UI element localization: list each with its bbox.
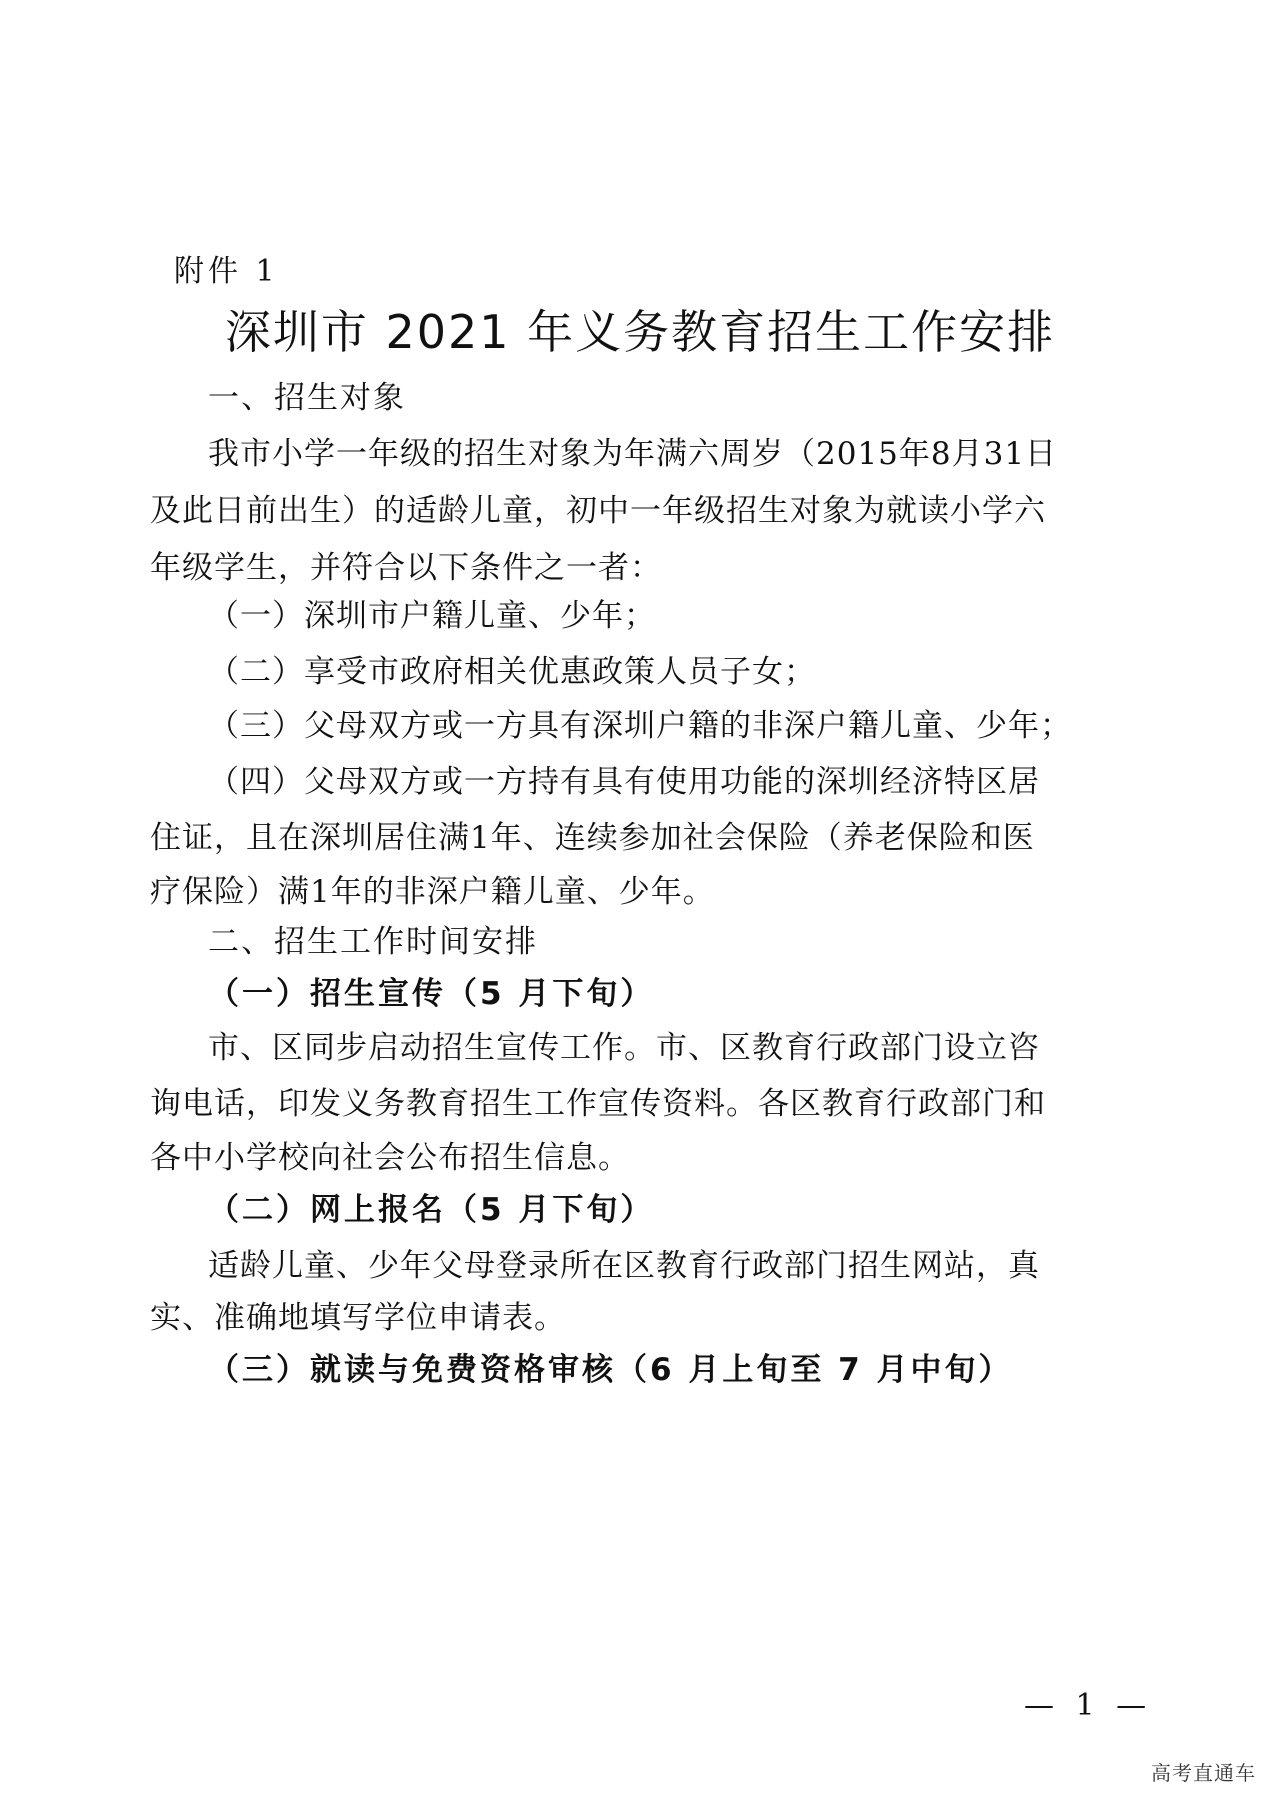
subsection-2-line-2: 实、准确地填写学位申请表。 (150, 1300, 566, 1336)
section-1-intro-line-1: 我市小学一年级的招生对象为年满六周岁（2015年8月31日 (208, 436, 1058, 472)
attachment-label: 附件 1 (174, 254, 279, 289)
subsection-1-line-3: 各中小学校向社会公布招生信息。 (150, 1140, 630, 1176)
page-number: — 1 — (1024, 1688, 1153, 1723)
section-2-heading: 二、招生工作时间安排 (208, 924, 538, 960)
subsection-1-heading: （一）招生宣传（5 月下旬） (208, 976, 655, 1012)
subsection-2-line-1: 适龄儿童、少年父母登录所在区教育行政部门招生网站，真 (208, 1248, 1040, 1284)
section-1-heading: 一、招生对象 (208, 380, 406, 416)
condition-item-2: （二）享受市政府相关优惠政策人员子女； (208, 654, 816, 690)
condition-item-1: （一）深圳市户籍儿童、少年； (208, 598, 656, 634)
subsection-2-heading: （二）网上报名（5 月下旬） (208, 1192, 655, 1228)
document-title: 深圳市 2021 年义务教育招生工作安排 (224, 305, 1056, 359)
condition-item-4-line-2: 住证，且在深圳居住满1年、连续参加社会保险（养老保险和医 (150, 820, 1035, 856)
subsection-3-heading: （三）就读与免费资格审核（6 月上旬至 7 月中旬） (208, 1352, 1013, 1388)
watermark-text: 高考直通车 (1151, 1761, 1256, 1785)
condition-item-3: （三）父母双方或一方具有深圳户籍的非深户籍儿童、少年； (208, 708, 1072, 744)
condition-item-4-line-1: （四）父母双方或一方持有具有使用功能的深圳经济特区居 (208, 764, 1040, 800)
condition-item-4-line-3: 疗保险）满1年的非深户籍儿童、少年。 (150, 874, 715, 910)
section-1-intro-line-2: 及此日前出生）的适龄儿童，初中一年级招生对象为就读小学六 (150, 493, 1046, 529)
subsection-1-line-1: 市、区同步启动招生宣传工作。市、区教育行政部门设立咨 (208, 1030, 1040, 1066)
subsection-1-line-2: 询电话，印发义务教育招生工作宣传资料。各区教育行政部门和 (150, 1086, 1046, 1122)
section-1-intro-line-3: 年级学生，并符合以下条件之一者： (150, 550, 662, 586)
